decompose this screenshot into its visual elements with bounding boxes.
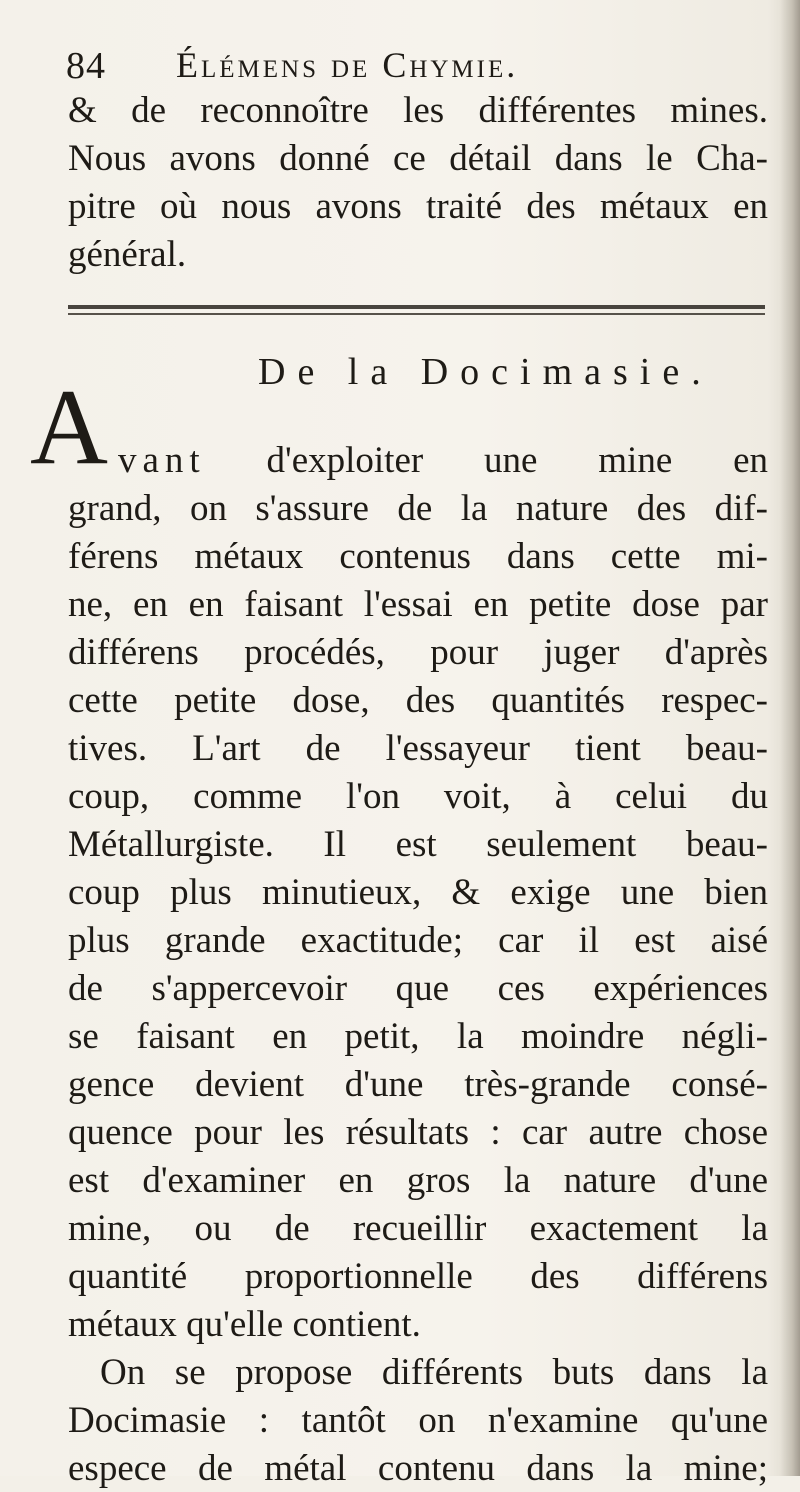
body-line: grand, on s'assure de la nature des dif- — [68, 488, 768, 529]
body-line: Docimasie : tantôt on n'examine qu'une — [68, 1400, 768, 1441]
body-line: mine, ou de recueillir exactement la — [68, 1208, 768, 1249]
running-title: Élémens de Chymie. — [176, 45, 519, 85]
first-line-rest: d'exploiter une mine en — [266, 440, 769, 481]
drop-cap: A — [30, 368, 108, 487]
body-line: ne, en en faisant l'essai en petite dose par — [68, 584, 768, 625]
body-line: férens métaux contenus dans cette mi- — [68, 536, 768, 577]
body-line: est d'examiner en gros la nature d'une — [68, 1160, 768, 1201]
ornamental-rule — [68, 305, 765, 317]
intro-line: & de reconnoître les différentes mines. — [68, 90, 768, 131]
page-edge-shadow — [780, 0, 800, 1476]
body-line: cette petite dose, des quantités respec- — [68, 680, 768, 721]
first-body-line — [118, 438, 768, 484]
intro-line: Nous avons donné ce détail dans le Cha- — [68, 138, 768, 179]
body-line: différens procédés, pour juger d'après — [68, 632, 768, 673]
body-line: Métallurgiste. Il est seulement beau- — [68, 824, 768, 865]
body-line: coup plus minutieux, & exige une bien — [68, 872, 768, 913]
running-head — [0, 40, 800, 90]
intro-line: pitre où nous avons traité des métaux en — [68, 186, 768, 227]
intro-line: général. — [68, 234, 187, 275]
first-word-spaced: vant — [118, 440, 206, 481]
body-line: gence devient d'une très-grande consé- — [68, 1064, 768, 1105]
body-line: métaux qu'elle contient. — [68, 1304, 421, 1345]
body-line: coup, comme l'on voit, à celui du — [68, 776, 768, 817]
page-number: 84 — [66, 45, 106, 87]
body-line: se faisant en petit, la moindre négli- — [68, 1016, 768, 1057]
body-line: quence pour les résultats : car autre chose — [68, 1112, 768, 1153]
body-line: On se propose différents buts dans la — [100, 1352, 768, 1393]
body-line: quantité proportionnelle des différens — [68, 1256, 768, 1297]
body-line: plus grande exactitude; car il est aisé — [68, 920, 768, 961]
body-line: espece de métal contenu dans la mine; — [68, 1448, 768, 1489]
section-title: De la Docimasie. — [258, 351, 713, 393]
body-line: de s'appercevoir que ces expériences — [68, 968, 768, 1009]
body-line: tives. L'art de l'essayeur tient beau- — [68, 728, 768, 769]
